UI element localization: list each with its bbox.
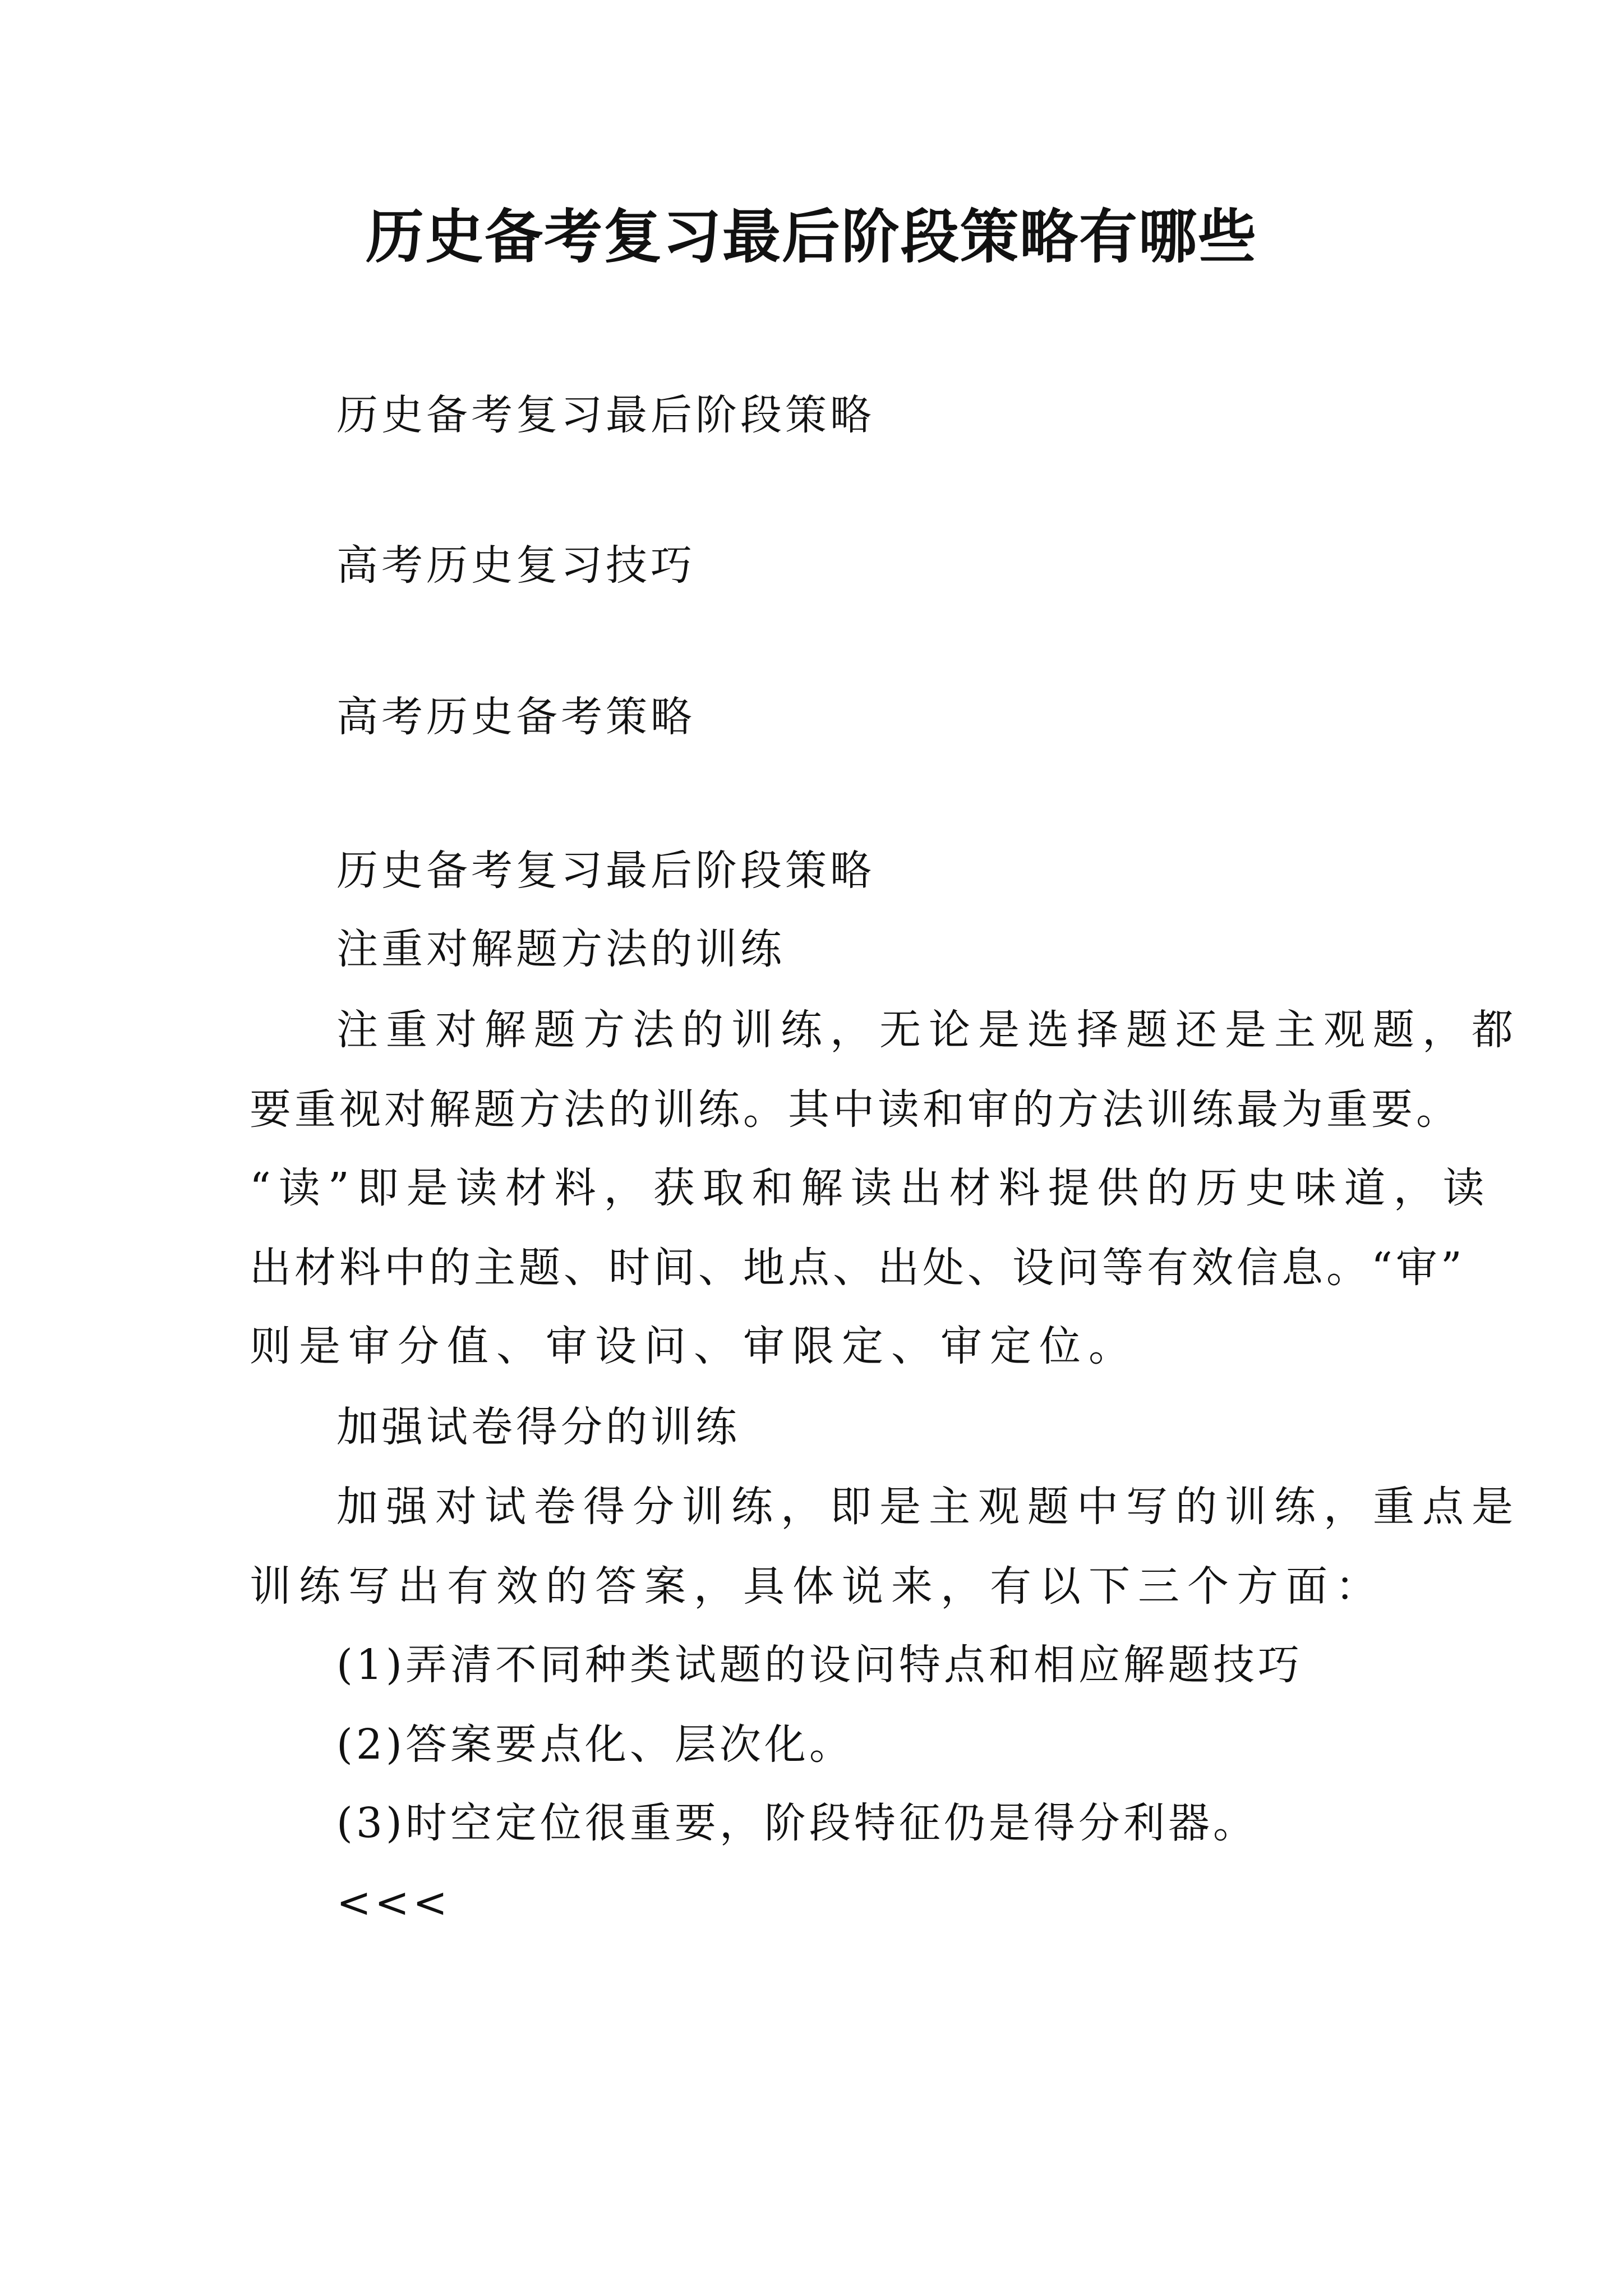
paragraph-line: 要重视对解题方法的训练。其中读和审的方法训练最为重要。 [250, 1085, 1461, 1134]
paragraph-line: 则是审分值、审设问、审限定、审定位。 [250, 1322, 1138, 1370]
paragraph-line: “读”即是读材料，获取和解读出材料提供的历史味道，读 [250, 1164, 1492, 1212]
paragraph-line: 训练写出有效的答案，具体说来，有以下三个方面： [250, 1562, 1385, 1611]
section-heading: 历史备考复习最后阶段策略 [336, 846, 875, 895]
paragraph-line: 加强对试卷得分训练，即是主观题中写的训练，重点是 [336, 1483, 1521, 1531]
back-link[interactable]: <<< [336, 1879, 451, 1927]
subsection-heading: 注重对解题方法的训练 [336, 925, 785, 973]
paragraph-line: 出材料中的主题、时间、地点、出处、设问等有效信息。“审” [250, 1244, 1465, 1292]
toc-item[interactable]: 高考历史备考策略 [336, 693, 695, 741]
subsection-heading: 加强试卷得分的训练 [336, 1403, 740, 1451]
paragraph-line: 注重对解题方法的训练，无论是选择题还是主观题，都 [336, 1006, 1521, 1054]
list-item: (3)时空定位很重要，阶段特征仍是得分利器。 [336, 1799, 1258, 1847]
document-title: 历史备考复习最后阶段策略有哪些 [365, 202, 1257, 271]
list-item: (1)弄清不同种类试题的设问特点和相应解题技巧 [336, 1641, 1303, 1689]
toc-item[interactable]: 历史备考复习最后阶段策略 [336, 391, 875, 439]
list-item: (2)答案要点化、层次化。 [336, 1720, 854, 1769]
toc-item[interactable]: 高考历史复习技巧 [336, 541, 695, 590]
